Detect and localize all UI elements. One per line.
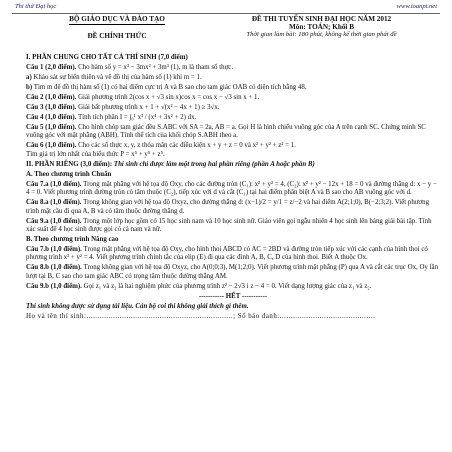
question-5 bbox=[26, 124, 440, 141]
q7b-text: Trong mặt phẳng với hệ tọa độ Oxy, cho hình thoi ABCD có AC = 2BD và đường tròn tiếp xúc với các cạnh của hình thoi có phương trình x² + y² = 4. Viết phương trình chính tắc của elip (E) đi qua các đỉnh A, B, C, D của hình thoi. Biết A thuộc Ox. bbox=[26, 246, 428, 262]
q1a-text: Khảo sát sự biến thiên và vẽ đồ thị của hàm số (1) khi m = 1. bbox=[33, 74, 202, 81]
part1-title: I. PHẦN CHUNG CHO TẤT CẢ THÍ SINH (7,0 điểm) bbox=[26, 54, 188, 61]
q8a-text: Trong không gian với hệ tọa độ Oxyz, cho đường thẳng d: (x−1)/2 = y/1 = z/−2 và hai điểm A(2;1;0), B(−2;3;2). Viết phương trình mặt cầu đi qua A, B và có tâm thuộc đường thẳng d. bbox=[26, 199, 430, 215]
q2-label: Câu 2 (1,0 điểm). bbox=[26, 94, 77, 101]
q4-label: Câu 4 (1,0 điểm). bbox=[26, 114, 77, 121]
q7a-text: Trong mặt phẳng với hệ tọa độ Oxy, cho các đường tròn (C₁): x² + y² = 4, (C₂): x² + y² − 12x + 18 = 0 và đường thẳng d: x − y − 4 = 0. Viết phương trình đường tròn có tâm thuộc (C₂), tiếp xúc với d và cắt (C₁) tại hai điểm phân biệt A và B sao cho AB vuông góc với d. bbox=[26, 180, 437, 197]
q1b-label: b) bbox=[26, 84, 33, 91]
q9a-label: Câu 9.a (1,0 điểm). bbox=[26, 217, 82, 225]
question-4 bbox=[26, 114, 440, 122]
question-9b bbox=[26, 283, 440, 291]
exam-title: ĐỀ THI TUYỂN SINH ĐẠI HỌC NĂM 2012 bbox=[251, 15, 392, 23]
footer-note: Thí sinh không được sử dụng tài liệu. Cán bộ coi thi không giải thích gì thêm. bbox=[26, 302, 249, 310]
q3-label: Câu 3 (1,0 điểm). bbox=[26, 104, 77, 111]
question-9a bbox=[26, 218, 440, 235]
question-8a bbox=[26, 199, 440, 216]
q9b-label: Câu 9.b (1,0 điểm). bbox=[26, 282, 82, 290]
question-1a bbox=[26, 74, 440, 82]
exam-body bbox=[26, 54, 440, 323]
question-8b bbox=[26, 264, 440, 281]
question-7b bbox=[26, 246, 440, 263]
q9b-text: Gọi z₁ và z₂ là hai nghiệm phức của phương trình z² − 2√3 i z − 4 = 0. Viết dạng lượng giác của z₁ và z₂. bbox=[83, 282, 372, 290]
q5-label: Câu 5 (1,0 điểm). bbox=[26, 124, 77, 131]
part2-title-main: II. PHẦN RIÊNG (3,0 điểm): bbox=[26, 160, 113, 168]
ministry-name: BỘ GIÁO DỤC VÀ ĐÀO TẠO bbox=[69, 15, 165, 23]
program-a-title: A. Theo chương trình Chuẩn bbox=[26, 170, 112, 178]
site-label-left: Thi thử Đại học bbox=[15, 3, 57, 10]
q1-text: Cho hàm số y = x³ − 3mx² + 3m³ (1), m là tham số thực. bbox=[78, 64, 234, 71]
question-3 bbox=[26, 104, 440, 112]
q5-text: Cho hình chóp tam giác đều S.ABC với SA = 2a, AB = a. Gọi H là hình chiếu vuông góc của A trên cạnh SC. Chứng minh SC vuông góc với mặt phẳng (ABH). Tính thể tích của khối chóp S.ABH theo a. bbox=[26, 124, 426, 140]
q1b-text: Tìm m để đồ thị hàm số (1) có hai điểm cực trị A và B sao cho tam giác OAB có diện tích bằng 48. bbox=[33, 84, 307, 91]
q8b-text: Trong không gian với hệ tọa độ Oxyz, cho A(0;0;3), M(1;2;0). Viết phương trình mặt phẳng (P) qua A và cắt các trục Ox, Oy lần lượt tại B, C sao cho tam giác ABC có trọng tâm thuộc đường thẳng AM. bbox=[26, 264, 439, 280]
question-7a bbox=[26, 181, 440, 198]
header-right bbox=[207, 15, 436, 38]
end-marker: ----------- HẾT ----------- bbox=[198, 292, 268, 300]
q8b-label: Câu 8.b (1,0 điểm). bbox=[26, 264, 82, 272]
q9a-text: Trong một lớp học gồm có 15 học sinh nam và 10 học sinh nữ. Giáo viên gọi ngẫu nhiên 4 học sinh lên bảng giải bài tập. Tính xác suất để 4 học sinh được gọi có cả nam và nữ. bbox=[26, 217, 432, 234]
q7a-label: Câu 7.a (1,0 điểm). bbox=[26, 180, 82, 188]
question-6 bbox=[26, 142, 440, 159]
candidate-info-line: Họ và tên thí sinh:..................................................................; Số báo danh:........................................... bbox=[26, 312, 376, 320]
q3-text: Giải bất phương trình x + 1 + √(x² − 4x + 1) ≥ 3√x. bbox=[78, 104, 220, 111]
exam-time: Thời gian làm bài: 180 phút, không kể thời gian phát đề bbox=[246, 31, 397, 38]
q1-label: Câu 1 (2,0 điểm). bbox=[26, 64, 77, 71]
q2-text: Giải phương trình 2(cos x + √3 sin x)cos x = cos x − √3 sin x + 1. bbox=[78, 94, 260, 101]
question-1 bbox=[26, 64, 440, 72]
top-bar bbox=[12, 3, 440, 14]
part2-title bbox=[26, 161, 440, 169]
q1a-label: a) bbox=[26, 74, 32, 81]
q7b-label: Câu 7.b (1,0 điểm). bbox=[26, 246, 82, 254]
program-b-title: B. Theo chương trình Nâng cao bbox=[26, 236, 119, 244]
exam-subject: Môn: TOÁN; Khối B bbox=[288, 23, 355, 31]
q8a-label: Câu 8.a (1,0 điểm). bbox=[26, 199, 82, 207]
q4-text: Tính tích phân I = ∫₀¹ x³ / (x⁴ + 3x² + 2) dx. bbox=[77, 114, 197, 121]
exam-header bbox=[32, 15, 436, 47]
part2-title-note: Thí sinh chỉ được làm một trong hai phần riêng (phần A hoặc phần B) bbox=[112, 160, 315, 168]
q6-text: Cho các số thực x, y, z thỏa mãn các điều kiện x + y + z = 0 và x² + y² + z² = 1. bbox=[78, 142, 296, 150]
site-url-right[interactable]: www.toanpt.net bbox=[396, 3, 437, 10]
q6-label: Câu 6 (1,0 điểm). bbox=[26, 142, 77, 150]
q6-text-2: Tìm giá trị lớn nhất của biểu thức P = x⁵ + y⁵ + z⁵. bbox=[26, 150, 165, 158]
header-left bbox=[32, 15, 202, 40]
question-1b bbox=[26, 84, 440, 92]
question-2 bbox=[26, 94, 440, 102]
official-label: ĐỀ CHÍNH THỨC bbox=[87, 32, 147, 40]
